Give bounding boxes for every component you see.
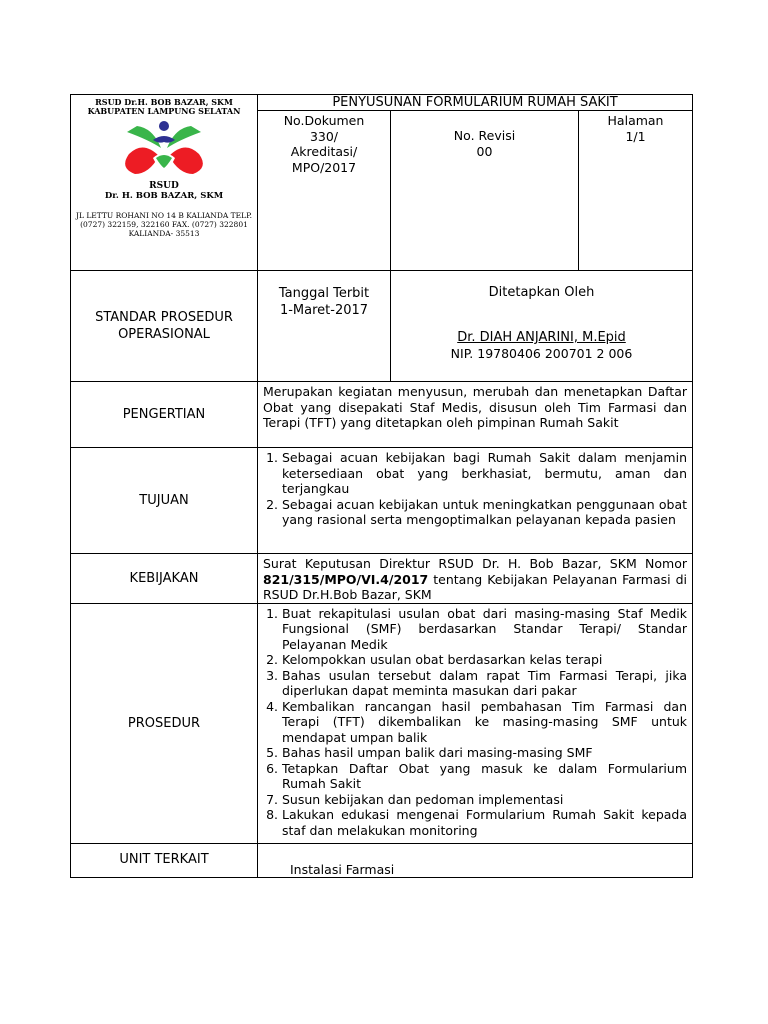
page-label: Halaman: [607, 113, 664, 128]
list-item: 2. Kelompokkan usulan obat berdasarkan kelas terapi: [266, 652, 603, 667]
logo-subtitle: Dr. H. BOB BAZAR, SKM: [104, 191, 224, 201]
approver-name: Dr. DIAH ANJARINI, M.Epid: [457, 330, 626, 345]
list-item: 6. Tetapkan Daftar Obat yang masuk ke dalam Formularium Rumah Sakit: [266, 760, 688, 791]
approver-nip: NIP. 19780406 200701 2 006: [450, 346, 633, 361]
sop-document-table: [70, 94, 693, 878]
document-number-part1: 330/: [309, 128, 339, 144]
document-number-part2: Akreditasi/: [290, 144, 358, 159]
sop-label-line1: STANDAR PROSEDUR: [95, 310, 233, 325]
list-item: 5. Bahas hasil umpan balik dari masing-masing SMF: [266, 745, 593, 760]
list-item: 3. Bahas usulan tersebut dalam rapat Tim Farmasi Terapi, jika diperlukan dapat meminta masukan dari pakar: [266, 667, 688, 698]
revision-value: 00: [476, 143, 493, 159]
pengertian-text: Merupakan kegiatan menyusun, merubah dan menetapkan Daftar Obat yang disepakati Staf Medis, disusun oleh Tim Farmasi dan Terapi (TFT) yang ditetapkan oleh pimpinan Rumah Sakit: [258, 382, 693, 448]
page-value: 1/1: [625, 128, 646, 144]
tujuan-list: [258, 450, 692, 528]
issue-date-label: Tanggal Terbit: [278, 286, 370, 301]
list-item: 7. Susun kebijakan dan pedoman implementasi: [266, 791, 564, 807]
kebijakan-label: KEBIJAKAN: [71, 554, 258, 604]
pengertian-label: PENGERTIAN: [71, 382, 258, 448]
hospital-district: KABUPATEN LAMPUNG SELATAN: [87, 106, 241, 116]
kebijakan-text: Surat Keputusan Direktur RSUD Dr. H. Bob Bazar, SKM Nomor 821/315/MPO/VI.4/2017 tentang Kebijakan Pelayanan Farmasi di RSUD Dr.H.Bob Bazar, SKM: [258, 554, 693, 604]
tujuan-cell: [258, 448, 693, 554]
logo-label: RSUD: [149, 181, 179, 191]
sop-label-line2: OPERASIONAL: [118, 327, 210, 342]
tujuan-label: TUJUAN: [71, 448, 258, 554]
decree-number: 821/315/MPO/VI.4/2017: [263, 571, 429, 587]
page-cell: [579, 111, 693, 271]
hospital-logo-icon: [109, 118, 219, 182]
issue-date-value: 1-Maret-2017: [279, 303, 369, 318]
hospital-name: RSUD Dr.H. BOB BAZAR, SKM: [95, 97, 233, 107]
approval-cell: [391, 271, 693, 382]
document-number-part3: MPO/2017: [291, 159, 357, 175]
document-title: PENYUSUNAN FORMULARIUM RUMAH SAKIT: [258, 95, 693, 111]
document-number-label: No.Dokumen: [283, 113, 365, 128]
document-number-cell: [258, 111, 391, 271]
hospital-identity-cell: [71, 95, 258, 271]
revision-label: No. Revisi: [453, 128, 516, 143]
hospital-address: JL LETTU ROHANI NO 14 B KALIANDA TELP. (0727) 322159, 322160 FAX. (0727) 322801 KALIANDA- 35513: [75, 211, 253, 238]
prosedur-cell: [258, 603, 693, 843]
list-item: 1. Sebagai acuan kebijakan bagi Rumah Sakit dalam menjamin ketersediaan obat yang berkhasiat, bermutu, aman dan terjangkau: [266, 450, 688, 496]
unit-terkait-label: UNIT TERKAIT: [71, 843, 258, 877]
list-item: 1. Buat rekapitulasi usulan obat dari masing-masing Staf Medik Fungsional (SMF) berdasarkan Standar Terapi/ Standar Pelayanan Medik: [266, 605, 688, 652]
sop-label-cell: [71, 271, 258, 382]
list-item: 2. Sebagai acuan kebijakan untuk meningkatkan penggunaan obat yang rasional serta mengoptimalkan pelayanan kepada pasien: [266, 496, 688, 527]
issue-date-cell: [258, 271, 391, 382]
approved-by-label: Ditetapkan Oleh: [488, 285, 595, 300]
revision-cell: [391, 111, 579, 271]
list-item: 8. Lakukan edukasi mengenai Formularium Rumah Sakit kepada staf dan melakukan monitoring: [266, 807, 688, 838]
prosedur-label: PROSEDUR: [71, 603, 258, 843]
list-item: 4. Kembalikan rancangan hasil pembahasan Tim Farmasi dan Terapi (TFT) dikembalikan ke masing-masing SMF untuk mendapat umpan balik: [266, 698, 688, 745]
prosedur-list: [258, 606, 692, 839]
unit-terkait-value: Instalasi Farmasi: [258, 843, 693, 877]
